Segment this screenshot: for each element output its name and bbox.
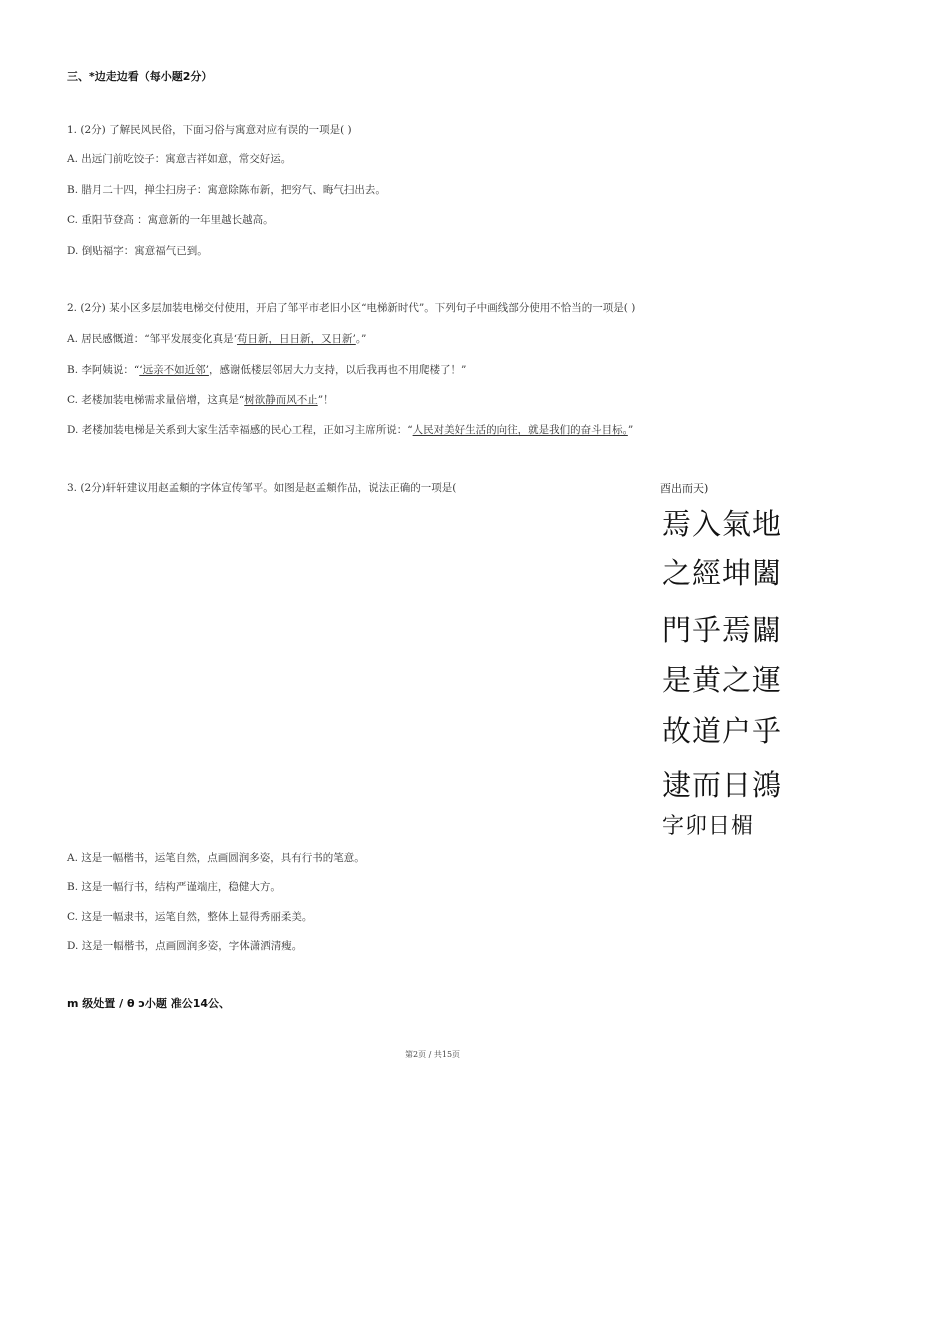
- q1-stem: 1. (2分) 了解民风民俗，下面习俗与寓意对应有误的一项是( ): [67, 124, 352, 136]
- q2-a-underlined: 苟日新，日日新，又日新’: [236, 333, 356, 345]
- q3-stem: 3. (2分)轩轩建议用赵孟頫的字体宣传邹平。如图是赵孟頫作品，说法正确的一项是(: [67, 482, 457, 494]
- page-number: 第2页 / 共15页: [405, 1050, 461, 1059]
- q2-c-end: ”！: [317, 394, 334, 406]
- q2-b-underlined: ‘远亲不如近邻’: [139, 364, 209, 376]
- calligraphy-row: 之經坤闔: [662, 556, 783, 590]
- q2-a-end: 。”: [355, 333, 367, 345]
- q2-d-underlined: 人民对美好生活的向往，就是我们的奋斗目标。: [412, 424, 628, 436]
- q2-option-a: [67, 331, 366, 346]
- calligraphy-row: 門乎焉闢: [662, 613, 783, 647]
- q2-b-text: B. 李阿姨说：“: [67, 364, 140, 376]
- q1-option-d: D. 倒贴福字：寓意福气已到。: [67, 245, 208, 257]
- q3-option-a: A. 这是一幅楷书，运笔自然，点画圆润多姿，具有行书的笔意。: [67, 852, 365, 864]
- calligraphy-row: 逮而日鴻: [662, 768, 783, 802]
- q2-stem: 2. (2分) 某小区多层加装电梯交付使用，开启了邹平市老旧小区“电梯新时代”。下列句子中画线部分使用不恰当的一项是( ): [67, 302, 636, 314]
- calligraphy-row: 字卯日楣: [662, 814, 755, 839]
- calligraphy-row: 焉入氣地: [662, 507, 783, 541]
- q1-option-a: A. 出远门前吃饺子：寓意吉祥如意，常交好运。: [67, 153, 292, 165]
- q2-a-text: A. 居民感慨道：“邹平发展变化真是‘: [67, 333, 237, 345]
- calligraphy-row: 故道户乎: [662, 714, 783, 748]
- q2-d-text: D. 老楼加装电梯是关系到大家生活幸福感的民心工程，正如习主席所说：“: [67, 424, 413, 436]
- calligraphy-caption: 酉出而天): [660, 482, 709, 495]
- section-4-title: m 级处置 / θ ɔ小题 准公14公、: [67, 997, 231, 1010]
- calligraphy-row: 是黄之運: [662, 663, 783, 697]
- q2-c-underlined: 树欲静而风不止: [244, 394, 318, 406]
- q2-option-c: [67, 392, 334, 407]
- q1-option-c: C. 重阳节登高 ：寓意新的一年里越长越高。: [67, 214, 274, 226]
- q2-c-text: C. 老楼加装电梯需求量倍增，这真是“: [67, 394, 245, 406]
- section-3-title: 三、*边走边看（每小题2分）: [67, 70, 213, 83]
- q3-option-b: B. 这是一幅行书，结构严谨端庄，稳健大方。: [67, 881, 281, 893]
- q3-option-d: D. 这是一幅楷书，点画圆润多姿，字体潇洒清瘦。: [67, 940, 303, 952]
- q2-option-d: [67, 422, 633, 437]
- q2-b-end: ，感谢低楼层邻居大力支持，以后我再也不用爬楼了！”: [208, 364, 467, 376]
- q2-option-b: [67, 362, 466, 377]
- q2-d-end: ”: [627, 424, 634, 436]
- q1-option-b: B. 腊月二十四，掸尘扫房子：寓意除陈布新，把穷气、晦气扫出去。: [67, 184, 386, 196]
- q3-option-c: C. 这是一幅隶书，运笔自然，整体上显得秀丽柔美。: [67, 911, 313, 923]
